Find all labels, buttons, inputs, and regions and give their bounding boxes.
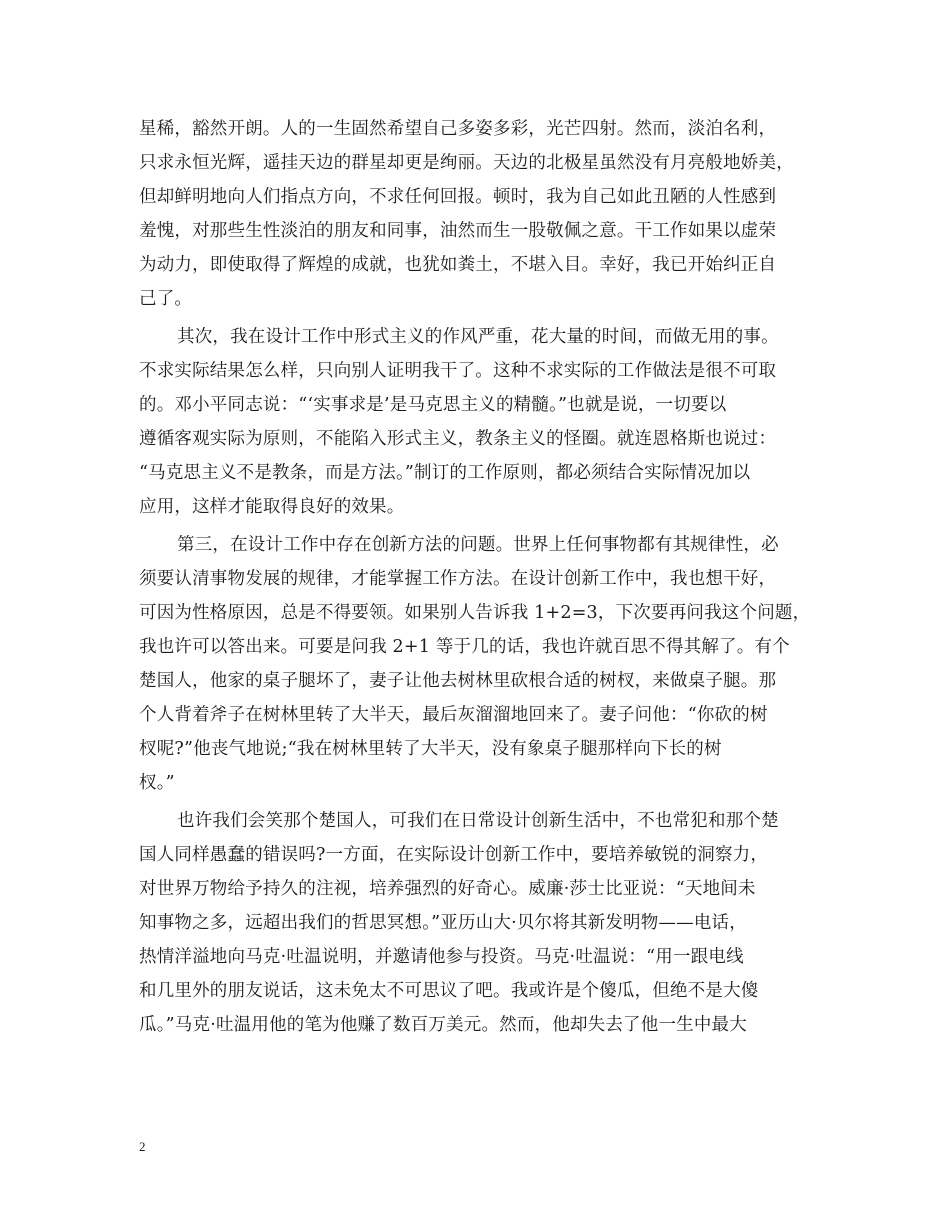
document-body [139,112,819,1042]
text-line: 可因为性格原因，总是不得要领。如果别人告诉我 1+2=3，下次要再问我这个问题， [139,603,811,623]
text-line: 个人背着斧子在树林里转了大半天，最后灰溜溜地回来了。妻子问他：“你砍的树 [139,705,768,725]
text-line: 其次，我在设计工作中形式主义的作风严重，花大量的时间，而做无用的事。 [177,327,779,347]
text-line: 杈呢?”他丧气地说;“我在树林里转了大半天，没有象桌子腿那样向下长的树 [139,739,722,759]
paragraph-2 [139,320,819,524]
paragraph-3 [139,528,819,800]
text-line: 我也许可以答出来。可要是问我 2+1 等于几的话，我也许就百思不得其解了。有个 [139,637,790,657]
text-line: 国人同样愚蠢的错误吗?一方面，在实际设计创新工作中，要培养敏锐的洞察力， [139,845,769,865]
text-line: 的。邓小平同志说：“‘实事求是’是马克思主义的精髓。”也就是说，一切要以 [139,395,727,415]
text-line: 热情洋溢地向马克·吐温说明，并邀请他参与投资。马克·吐温说：“用一跟电线 [139,947,744,967]
text-line: 但却鲜明地向人们指点方向，不求任何回报。顿时，我为自己如此丑陋的人性感到 [139,187,777,207]
text-line: 杈。” [139,773,175,793]
text-line: 只求永恒光辉，遥挂天边的群星却更是绚丽。天边的北极星虽然没有月亮般地娇美， [139,153,794,173]
paragraph-4 [139,804,819,1042]
page-number: 2 [139,1139,146,1154]
text-line: 和几里外的朋友说话，这未免太不可思议了吧。我或许是个傻瓜，但绝不是大傻 [139,981,759,1001]
text-line: 羞愧，对那些生性淡泊的朋友和同事，油然而生一股敬佩之意。干工作如果以虚荣 [139,221,777,241]
text-line: 对世界万物给予持久的注视，培养强烈的好奇心。威廉·莎士比亚说：“天地间未 [139,879,756,899]
text-line: 楚国人，他家的桌子腿坏了，妻子让他去树林里砍根合适的树杈，来做桌子腿。那 [139,671,777,691]
text-line: 瓜。”马克·吐温用他的笔为他赚了数百万美元。然而，他却失去了他一生中最大 [139,1015,747,1035]
text-line: 己了。 [139,289,193,309]
text-line: 不求实际结果怎么样，只向别人证明我干了。这种不求实际的工作做法是很不可取 [139,361,777,381]
paragraph-1 [139,112,819,316]
text-line: 星稀，豁然开朗。人的一生固然希望自己多姿多彩，光芒四射。然而，淡泊名利， [139,119,777,139]
text-line: 遵循客观实际为原则，不能陷入形式主义，教条主义的怪圈。就连恩格斯也说过： [139,429,777,449]
text-line: “马克思主义不是教条，而是方法。”制订的工作原则，都必须结合实际情况加以 [139,463,751,483]
text-line: 第三，在设计工作中存在创新方法的问题。世界上任何事物都有其规律性，必 [177,535,779,555]
text-line: 也许我们会笑那个楚国人，可我们在日常设计创新生活中，不也常犯和那个楚 [177,811,779,831]
text-line: 须要认清事物发展的规律，才能掌握工作方法。在设计创新工作中，我也想干好， [139,569,777,589]
text-line: 应用，这样才能取得良好的效果。 [139,497,405,517]
text-line: 为动力，即使取得了辉煌的成就，也犹如粪土，不堪入目。幸好，我已开始纠正自 [139,255,777,275]
text-line: 知事物之多，远超出我们的哲思冥想。”亚历山大·贝尔将其新发明物——电话， [139,913,747,933]
